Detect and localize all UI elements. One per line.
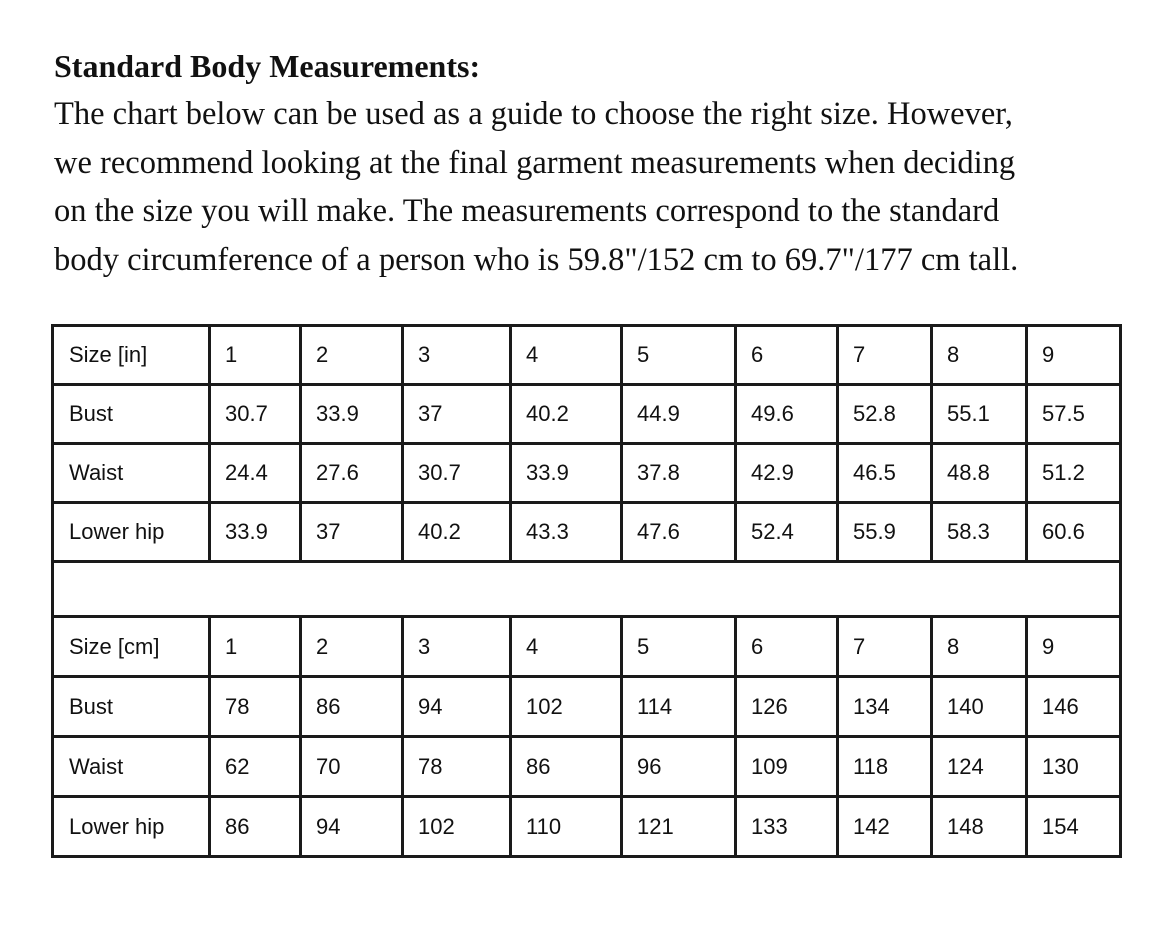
table-cell: 33.9 bbox=[511, 444, 622, 503]
intro-line: body circumference of a person who is 59.8"/152 cm to 69.7"/177 cm tall. bbox=[54, 241, 1019, 278]
table-cell: 133 bbox=[736, 797, 838, 857]
table-row bbox=[53, 444, 1121, 503]
row-label: Size [in] bbox=[53, 326, 210, 385]
table-cell: 154 bbox=[1027, 797, 1121, 857]
row-label: Size [cm] bbox=[53, 617, 210, 677]
size-chart-table bbox=[51, 324, 1122, 858]
table-cell: 1 bbox=[210, 617, 301, 677]
page-title: Standard Body Measurements: bbox=[54, 48, 481, 84]
intro-line: The chart below can be used as a guide to choose the right size. However, bbox=[54, 96, 1013, 132]
intro-paragraph bbox=[54, 90, 1134, 284]
table-cell: 9 bbox=[1027, 617, 1121, 677]
table-cell: 8 bbox=[932, 617, 1027, 677]
table-cell: 86 bbox=[511, 737, 622, 797]
table-cell: 5 bbox=[622, 326, 736, 385]
table-row bbox=[53, 385, 1121, 444]
table-cell: 55.1 bbox=[932, 385, 1027, 444]
table-cell: 70 bbox=[301, 737, 403, 797]
table-cell: 96 bbox=[622, 737, 736, 797]
table-cell: 86 bbox=[210, 797, 301, 857]
table-cell: 33.9 bbox=[210, 503, 301, 562]
table-cell: 9 bbox=[1027, 326, 1121, 385]
table-cell: 30.7 bbox=[403, 444, 511, 503]
table-cell: 33.9 bbox=[301, 385, 403, 444]
table-cell: 134 bbox=[838, 677, 932, 737]
table-cell: 8 bbox=[932, 326, 1027, 385]
table-cell: 102 bbox=[403, 797, 511, 857]
table-cell: 43.3 bbox=[511, 503, 622, 562]
table-cell: 37.8 bbox=[622, 444, 736, 503]
table-cell: 40.2 bbox=[403, 503, 511, 562]
table-cell: 51.2 bbox=[1027, 444, 1121, 503]
table-cell: 86 bbox=[301, 677, 403, 737]
table-cell: 121 bbox=[622, 797, 736, 857]
table-cell: 1 bbox=[210, 326, 301, 385]
table-cell: 58.3 bbox=[932, 503, 1027, 562]
table-row bbox=[53, 797, 1121, 857]
row-label: Waist bbox=[53, 444, 210, 503]
table-cell: 48.8 bbox=[932, 444, 1027, 503]
row-label: Bust bbox=[53, 385, 210, 444]
table-cell: 110 bbox=[511, 797, 622, 857]
table-cell: 57.5 bbox=[1027, 385, 1121, 444]
table-cell: 46.5 bbox=[838, 444, 932, 503]
table-cell: 3 bbox=[403, 617, 511, 677]
table-cell: 114 bbox=[622, 677, 736, 737]
table-cell: 62 bbox=[210, 737, 301, 797]
table-row bbox=[53, 326, 1121, 385]
intro-line: we recommend looking at the final garment measurements when deciding bbox=[54, 144, 1016, 181]
table-cell: 49.6 bbox=[736, 385, 838, 444]
centimeters-section bbox=[53, 617, 1121, 857]
table-cell: 6 bbox=[736, 326, 838, 385]
table-cell: 126 bbox=[736, 677, 838, 737]
row-label: Bust bbox=[53, 677, 210, 737]
table-cell: 4 bbox=[511, 326, 622, 385]
intro-line: on the size you will make. The measurements correspond to the standard bbox=[54, 193, 1000, 229]
table-cell: 6 bbox=[736, 617, 838, 677]
table-cell: 42.9 bbox=[736, 444, 838, 503]
section-spacer bbox=[53, 562, 1121, 617]
table-cell: 27.6 bbox=[301, 444, 403, 503]
table-cell: 124 bbox=[932, 737, 1027, 797]
table-cell: 52.8 bbox=[838, 385, 932, 444]
table-cell: 146 bbox=[1027, 677, 1121, 737]
table-cell: 52.4 bbox=[736, 503, 838, 562]
table-cell: 37 bbox=[301, 503, 403, 562]
table-cell: 37 bbox=[403, 385, 511, 444]
table-cell: 47.6 bbox=[622, 503, 736, 562]
table-row bbox=[53, 737, 1121, 797]
table-cell: 60.6 bbox=[1027, 503, 1121, 562]
spacer-cell bbox=[53, 562, 1121, 617]
table-cell: 30.7 bbox=[210, 385, 301, 444]
table-cell: 4 bbox=[511, 617, 622, 677]
row-label: Lower hip bbox=[53, 797, 210, 857]
row-label: Waist bbox=[53, 737, 210, 797]
row-label: Lower hip bbox=[53, 503, 210, 562]
table-cell: 7 bbox=[838, 617, 932, 677]
table-cell: 148 bbox=[932, 797, 1027, 857]
table-cell: 40.2 bbox=[511, 385, 622, 444]
table-cell: 2 bbox=[301, 326, 403, 385]
table-row bbox=[53, 677, 1121, 737]
table-row bbox=[53, 617, 1121, 677]
table-cell: 44.9 bbox=[622, 385, 736, 444]
spacer-row bbox=[53, 562, 1121, 617]
table-cell: 78 bbox=[403, 737, 511, 797]
table-cell: 5 bbox=[622, 617, 736, 677]
table-cell: 142 bbox=[838, 797, 932, 857]
table-cell: 3 bbox=[403, 326, 511, 385]
table-cell: 118 bbox=[838, 737, 932, 797]
table-cell: 55.9 bbox=[838, 503, 932, 562]
table-cell: 94 bbox=[403, 677, 511, 737]
table-cell: 2 bbox=[301, 617, 403, 677]
table-cell: 94 bbox=[301, 797, 403, 857]
table-cell: 130 bbox=[1027, 737, 1121, 797]
table-cell: 7 bbox=[838, 326, 932, 385]
table-cell: 109 bbox=[736, 737, 838, 797]
table-cell: 140 bbox=[932, 677, 1027, 737]
table-cell: 78 bbox=[210, 677, 301, 737]
table-cell: 102 bbox=[511, 677, 622, 737]
inches-section bbox=[53, 326, 1121, 562]
table-row bbox=[53, 503, 1121, 562]
table-cell: 24.4 bbox=[210, 444, 301, 503]
